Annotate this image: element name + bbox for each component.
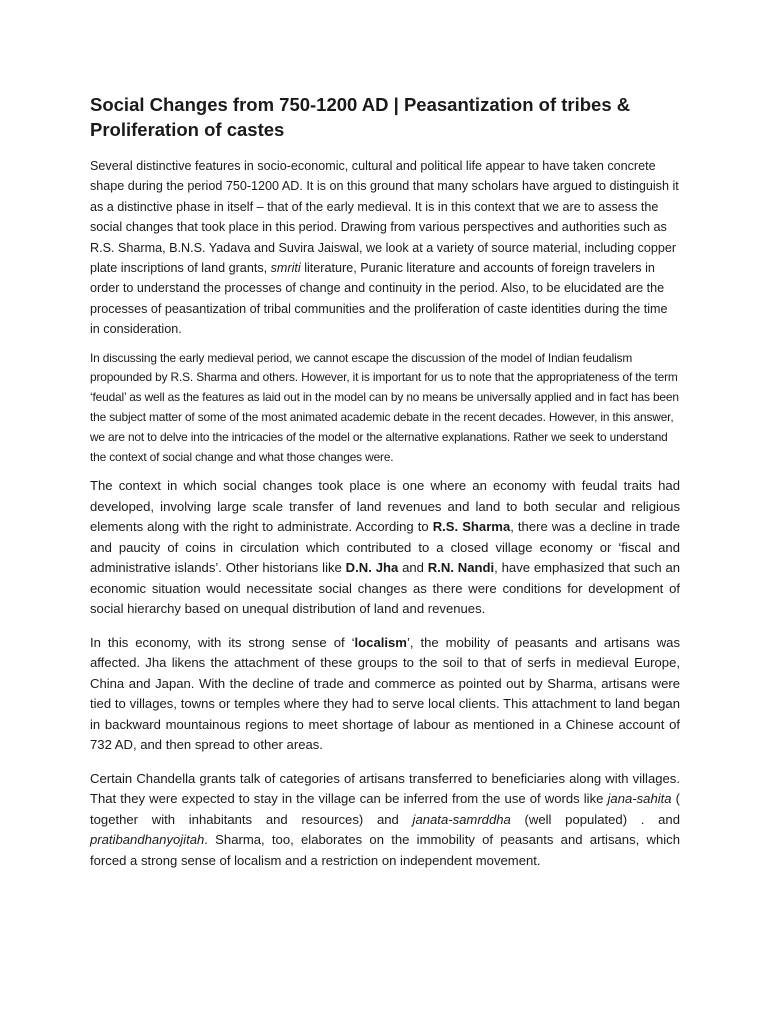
paragraph-introduction <box>90 156 680 340</box>
italic-term-pratibandhanyojitah: pratibandhanyojitah <box>90 832 205 848</box>
text-run: Certain Chandella grants talk of categories of artisans transferred to beneficiaries along with villages. That they were expected to stay in the village can be inferred from the use of words like <box>90 770 680 807</box>
paragraph-feudalism-model: In discussing the early medieval period, we cannot escape the discussion of the model of Indian feudalism propounded by R.S. Sharma and others. However, it is important for us to note that the appropriateness of the term ‘feudal’ as well as the features as laid out in the model can by no means be universally applied and in fact has been the subject matter of some of the most animated academic debate in the recent decades. However, in this answer, we are not to delve into the intricacies of the model or the alternative explanations. Rather we seek to understand the context of social change and what those changes were. <box>90 350 679 464</box>
text-run: . Sharma, too, elaborates on the immobility of peasants and artisans, which forced a strong sense of localism and a restriction on independent movement. <box>90 832 680 868</box>
text-run: , have emphasized that such an economic situation would necessitate social changes as there were conditions for development of social hierarchy based on unequal distribution of land and revenues. <box>90 560 681 617</box>
text-run: (well populated) . and <box>510 811 680 827</box>
document-title: Social Changes from 750-1200 AD | Peasantization of tribes & Proliferation of castes <box>90 94 631 140</box>
bold-name-rn-nandi: R.N. Nandi <box>427 560 495 576</box>
text-run: In this economy, with its strong sense of ‘ <box>90 634 355 650</box>
text-run: , there was a decline in trade and paucity of coins in circulation which contributed to a closed village economy or ‘fiscal and administrative islands’. Other historians like <box>90 519 680 576</box>
text-run: The context in which social changes took place is one where an economy with feudal traits had developed, involving large scale transfer of land revenues and land to both secular and religious elements along with the right to administrate. According to <box>90 478 680 535</box>
text-run: Several distinctive features in socio-economic, cultural and political life appear to have taken concrete shape during the period 750-1200 AD. It is on this ground that many scholars have argued to distinguish it as a distinctive phase in itself – that of the early medieval. It is in this context that we are to assess the social changes that took place in this period. Drawing from various perspectives and authorities such as R.S. Sharma, B.N.S. Yadava and Suvira Jaiswal, we look at a variety of source material, including copper plate inscriptions of land grants, <box>90 159 679 276</box>
paragraph-localism <box>90 633 680 756</box>
italic-term-jana-sahita: jana-sahita <box>607 791 672 807</box>
bold-name-rs-sharma: R.S. Sharma <box>432 519 511 535</box>
text-run: literature, Puranic literature and accounts of foreign travelers in order to understand the processes of change and continuity in the period. Also, to be elucidated are the processes of peasantization of tribal communities and the proliferation of caste identities during the time in consideration. <box>90 261 668 337</box>
italic-term-janata-samrddha: janata-samrddha <box>412 811 511 827</box>
text-run: and <box>398 560 428 576</box>
text-run: ’, the mobility of peasants and artisans was affected. Jha likens the attachment of these groups to the soil to that of serfs in medieval Europe, China and Japan. With the decline of trade and commerce as pointed out by Sharma, artisans were tied to villages, towns or temples where they had to serve local clients. This attachment to land began in backward mountainous regions to meet shortage of labour as mentioned in a Chinese account of 732 AD, and then spread to other areas. <box>90 634 681 753</box>
paragraph-context <box>90 476 680 620</box>
italic-term-smriti: smriti <box>270 261 301 276</box>
text-run: ( together with inhabitants and resources) and <box>90 791 681 827</box>
paragraph-chandella-grants <box>90 769 680 872</box>
bold-term-localism: localism <box>354 634 407 650</box>
bold-name-dn-jha: D.N. Jha <box>345 560 399 576</box>
